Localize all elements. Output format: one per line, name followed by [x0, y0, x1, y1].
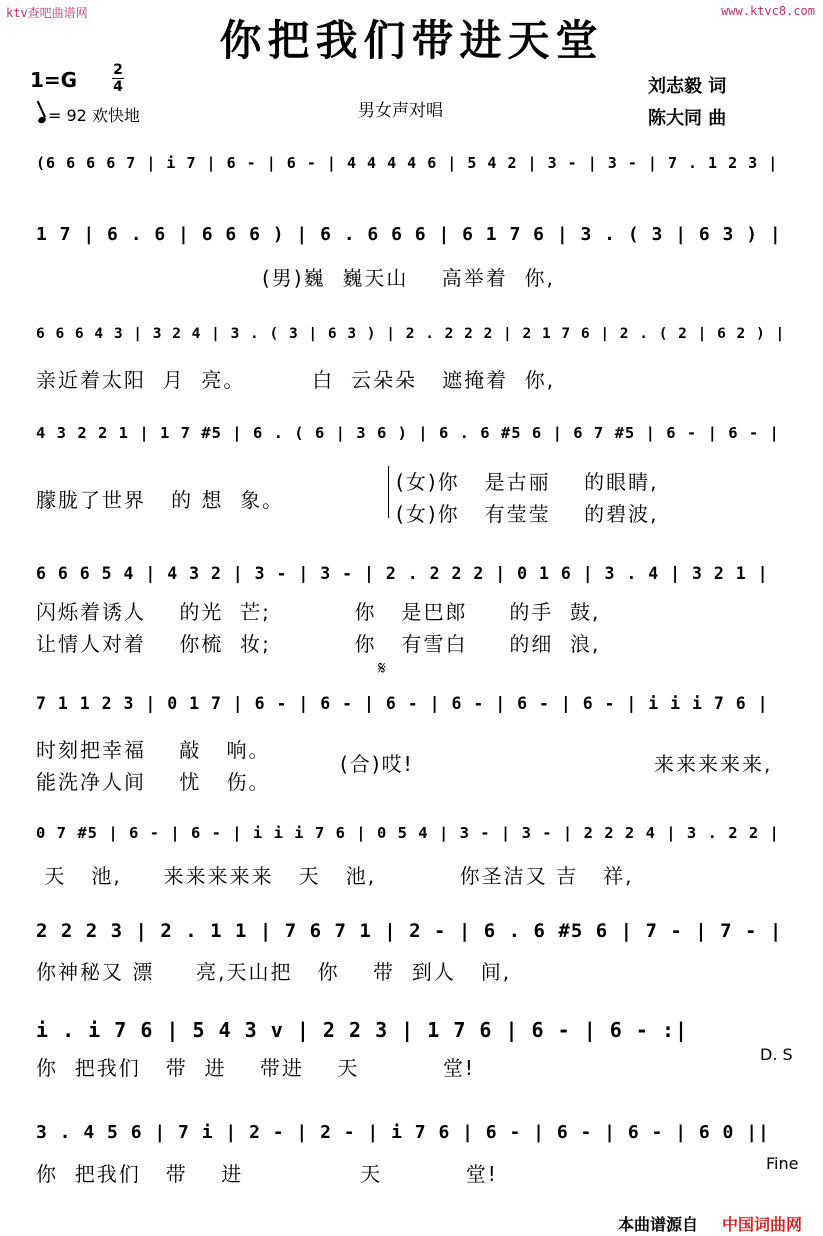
- footer-site: 中国词曲网: [722, 1215, 803, 1234]
- music-line-2: [36, 210, 788, 256]
- lyric-line-4: 朦胧了世界 的 想 象。: [36, 488, 285, 512]
- lyric-line-6b: 能洗净人间 忧 伤。: [36, 770, 271, 794]
- time-signature: [112, 62, 124, 95]
- music-line-3: [36, 312, 788, 358]
- lyric-line-7: 天 池, 来来来来来 天 池, 你圣洁又 吉 祥,: [36, 864, 634, 888]
- lyric-line-6-right: 来来来来来,: [654, 752, 773, 776]
- lyric-line-10: 你 把我们 带 进 天 堂!: [36, 1162, 498, 1186]
- subtitle: 男女声对唱: [358, 101, 443, 121]
- notes: 1 7 | 6 . 6 | 6 6 6 ) | 6 . 6 6 6 | 6 1 7 6 | 3 . ( 3 | 6 3 ) |: [36, 224, 782, 245]
- music-line-9: [36, 1004, 788, 1050]
- footer-source: 本曲谱源自: [618, 1215, 699, 1234]
- key-signature: 1=G: [30, 68, 78, 92]
- notes: 6 6 6 4 3 | 3 2 4 | 3 . ( 3 | 6 3 ) | 2 . 2 2 2 | 2 1 7 6 | 2 . ( 2 | 6 2 ) |: [36, 326, 786, 342]
- lyric-line-5a: 闪烁着诱人 的光 芒; 你 是巴郎 的手 鼓,: [36, 600, 601, 624]
- lyric-line-6-he: (合)哎!: [340, 752, 414, 776]
- segno-icon: 𝄋: [378, 658, 386, 679]
- notes: 7 1 1 2 3 | 0 1 7 | 6 - | 6 - | 6 - | 6 - | 6 - | 6 - | i i i 7 6 |: [36, 694, 769, 713]
- fine-marking: Fine: [766, 1154, 799, 1173]
- dal-segno: D. S: [760, 1045, 793, 1064]
- notes: 2 2 2 3 | 2 . 1 1 | 7 6 7 1 | 2 - | 6 . 6 #5 6 | 7 - | 7 - |: [36, 920, 783, 942]
- tempo-text: = 92 欢快地: [48, 106, 140, 125]
- music-line-8: [36, 906, 788, 952]
- lyric-line-4-verse1: (女)你 是古丽 的眼睛,: [396, 470, 659, 494]
- music-line-4: [36, 410, 788, 456]
- music-line-7: [36, 810, 788, 856]
- time-sig-bottom: 4: [113, 79, 123, 95]
- watermark-left: ktv查吧曲谱网: [6, 6, 88, 20]
- lyric-line-6a: 时刻把幸福 敲 响。: [36, 738, 271, 762]
- lyric-line-3: 亲近着太阳 月 亮。 白 云朵朵 遮掩着 你,: [36, 368, 556, 392]
- music-line-6: [36, 680, 788, 726]
- music-line-1: [36, 140, 788, 186]
- music-line-10: [36, 1108, 788, 1154]
- lyricist: 刘志毅 词: [648, 76, 727, 97]
- notes: 3 . 4 5 6 | 7 i | 2 - | 2 - | i 7 6 | 6 - | 6 - | 6 - | 6 0 ||: [36, 1122, 770, 1143]
- time-sig-top: 2: [113, 62, 123, 78]
- watermark-right: www.ktvc8.com: [721, 4, 815, 18]
- quarter-note-icon: [37, 116, 47, 125]
- lyric-line-8: 你神秘又 漂 亮,天山把 你 带 到人 间,: [36, 960, 512, 984]
- notes: 0 7 #5 | 6 - | 6 - | i i i 7 6 | 0 5 4 | 3 - | 3 - | 2 2 2 4 | 3 . 2 2 |: [36, 824, 780, 842]
- lyric-line-2: (男)巍 巍天山 高举着 你,: [262, 266, 555, 290]
- notes: (6 6 6 6 7 | i 7 | 6 - | 6 - | 4 4 4 4 6 | 5 4 2 | 3 - | 3 - | 7 . 1 2 3 |: [36, 154, 779, 172]
- notes: 4 3 2 2 1 | 1 7 #5 | 6 . ( 6 | 3 6 ) | 6 . 6 #5 6 | 6 7 #5 | 6 - | 6 - |: [36, 424, 780, 442]
- lyric-line-9: 你 把我们 带 进 带进 天 堂!: [36, 1056, 475, 1080]
- lyric-line-4-verse2: (女)你 有莹莹 的碧波,: [396, 502, 659, 526]
- notes: i . i 7 6 | 5 4 3 v | 2 2 3 | 1 7 6 | 6 - | 6 - :|: [36, 1018, 689, 1042]
- lyric-line-5b: 让情人对着 你梳 妆; 你 有雪白 的细 浪,: [36, 632, 601, 656]
- notes: 6 6 6 5 4 | 4 3 2 | 3 - | 3 - | 2 . 2 2 2 | 0 1 6 | 3 . 4 | 3 2 1 |: [36, 564, 769, 583]
- tempo-marking: [38, 103, 140, 126]
- composer: 陈大同 曲: [648, 108, 727, 129]
- music-line-5: [36, 550, 788, 596]
- song-title: 你把我们带进天堂: [219, 16, 604, 65]
